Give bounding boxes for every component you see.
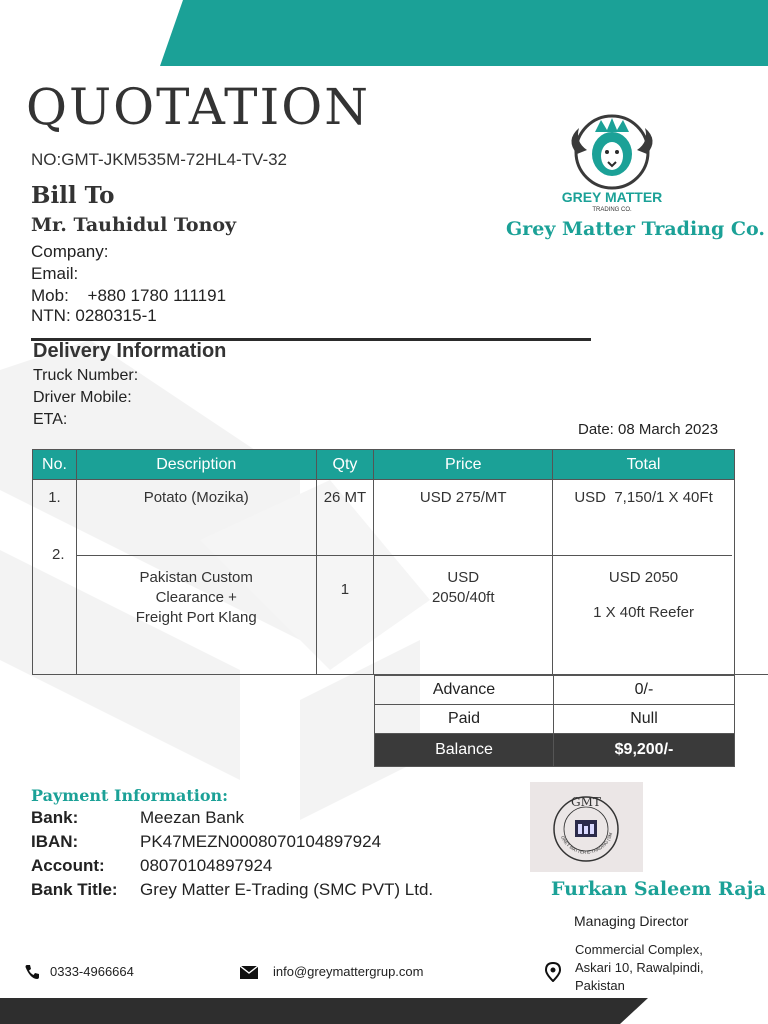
row-total — [553, 556, 735, 674]
table-row — [33, 480, 735, 556]
bill-to-heading: Bill To — [31, 182, 115, 209]
truck-number: Truck Number: — [33, 367, 139, 384]
row-qty — [316, 556, 374, 674]
header-total: Total — [553, 450, 735, 480]
lion-crest-icon — [555, 110, 670, 215]
client-name: Mr. Tauhidul Tonoy — [31, 214, 237, 236]
row-no: 2. — [52, 546, 65, 563]
stamp-top-text: GMT — [571, 795, 601, 809]
header-price: Price — [374, 450, 553, 480]
address-line: Commercial Complex, — [575, 942, 703, 957]
advance-value: 0/- — [554, 676, 735, 705]
mobile-value: +880 1780 111191 — [87, 286, 227, 305]
price-line: USD — [447, 568, 480, 586]
advance-row — [375, 676, 735, 705]
iban-value: PK47MEZN0008070104897924 — [140, 832, 382, 851]
signatory-name: Furkan Saleem Raja — [551, 878, 766, 900]
bank-value: Meezan Bank — [140, 808, 244, 827]
iban-label: IBAN: — [31, 832, 79, 851]
balance-label: Balance — [375, 734, 554, 767]
bank-label: Bank: — [31, 808, 79, 827]
qty-value: 1 — [340, 580, 350, 598]
header-description: Description — [76, 450, 316, 480]
paid-label: Paid — [375, 705, 554, 734]
table-header-row — [33, 450, 735, 480]
driver-mobile: Driver Mobile: — [33, 389, 132, 406]
company-logo — [555, 110, 670, 215]
client-company: Company: — [31, 242, 109, 261]
row-no-cell — [33, 556, 77, 674]
row-qty: 26 MT — [316, 480, 374, 556]
header-no: No. — [33, 450, 77, 480]
balance-row — [375, 734, 735, 767]
row-description: Potato (Mozika) — [76, 480, 316, 556]
client-ntn: NTN: 0280315-1 — [31, 306, 157, 325]
description-line: Clearance + — [155, 588, 237, 606]
company-stamp — [530, 782, 643, 872]
logo-subtext: TRADING CO. — [592, 207, 632, 213]
header-accent-band — [0, 0, 768, 66]
svg-text:GREY MATTER E-TRADING (SMC PVT — [530, 782, 613, 855]
quotation-number: NO:GMT-JKM535M-72HL4-TV-32 — [31, 150, 288, 169]
quotation-date: Date: 08 March 2023 — [578, 421, 719, 438]
paid-value: Null — [554, 705, 735, 734]
payment-heading: Payment Information: — [31, 786, 229, 805]
footer-phone: 0333-4966664 — [50, 964, 134, 979]
balance-value: $9,200/- — [554, 734, 735, 767]
row-price: USD 275/MT — [374, 480, 553, 556]
footer-email: info@greymattergrup.com — [273, 964, 424, 979]
signatory-role: Managing Director — [574, 913, 689, 929]
client-mobile — [31, 286, 226, 306]
map-pin-icon — [545, 962, 561, 982]
delivery-heading: Delivery Information — [33, 340, 227, 362]
footer-dark-band — [0, 998, 768, 1024]
advance-label: Advance — [375, 676, 554, 705]
document-title: QUOTATION — [26, 78, 370, 136]
header-qty: Qty — [316, 450, 374, 480]
row-no: 1. — [33, 480, 77, 556]
paid-row — [375, 705, 735, 734]
row-price — [374, 556, 553, 674]
phone-icon — [24, 964, 40, 980]
row-separator — [76, 555, 732, 556]
logo-text: GREY MATTER — [561, 189, 663, 205]
eta: ETA: — [33, 411, 68, 428]
bank-title-label: Bank Title: — [31, 880, 118, 899]
company-address — [575, 941, 755, 995]
row-total: USD 7,150/1 X 40Ft — [553, 480, 735, 556]
company-name: Grey Matter Trading Co. — [506, 218, 765, 240]
client-email: Email: — [31, 264, 79, 283]
table-row — [33, 556, 735, 674]
stamp-seal-icon — [530, 782, 643, 872]
mobile-label: Mob: — [31, 286, 69, 305]
account-label: Account: — [31, 856, 105, 875]
bank-title-value: Grey Matter E-Trading (SMC PVT) Ltd. — [140, 880, 434, 899]
row-description — [76, 556, 316, 674]
account-value: 08070104897924 — [140, 856, 273, 875]
total-line: 1 X 40ft Reefer — [593, 603, 694, 621]
address-line: Askari 10, Rawalpindi, — [575, 960, 704, 975]
price-line: 2050/40ft — [431, 588, 495, 606]
stamp-ring-text: GREY MATTER E-TRADING (SM — [559, 831, 614, 855]
summary-table — [374, 675, 735, 767]
description-line: Pakistan Custom — [139, 568, 253, 586]
envelope-icon — [240, 966, 258, 979]
address-line: Pakistan — [575, 978, 625, 993]
description-line: Freight Port Klang — [135, 608, 257, 626]
items-table — [32, 449, 735, 674]
total-line: USD 2050 — [608, 568, 679, 586]
